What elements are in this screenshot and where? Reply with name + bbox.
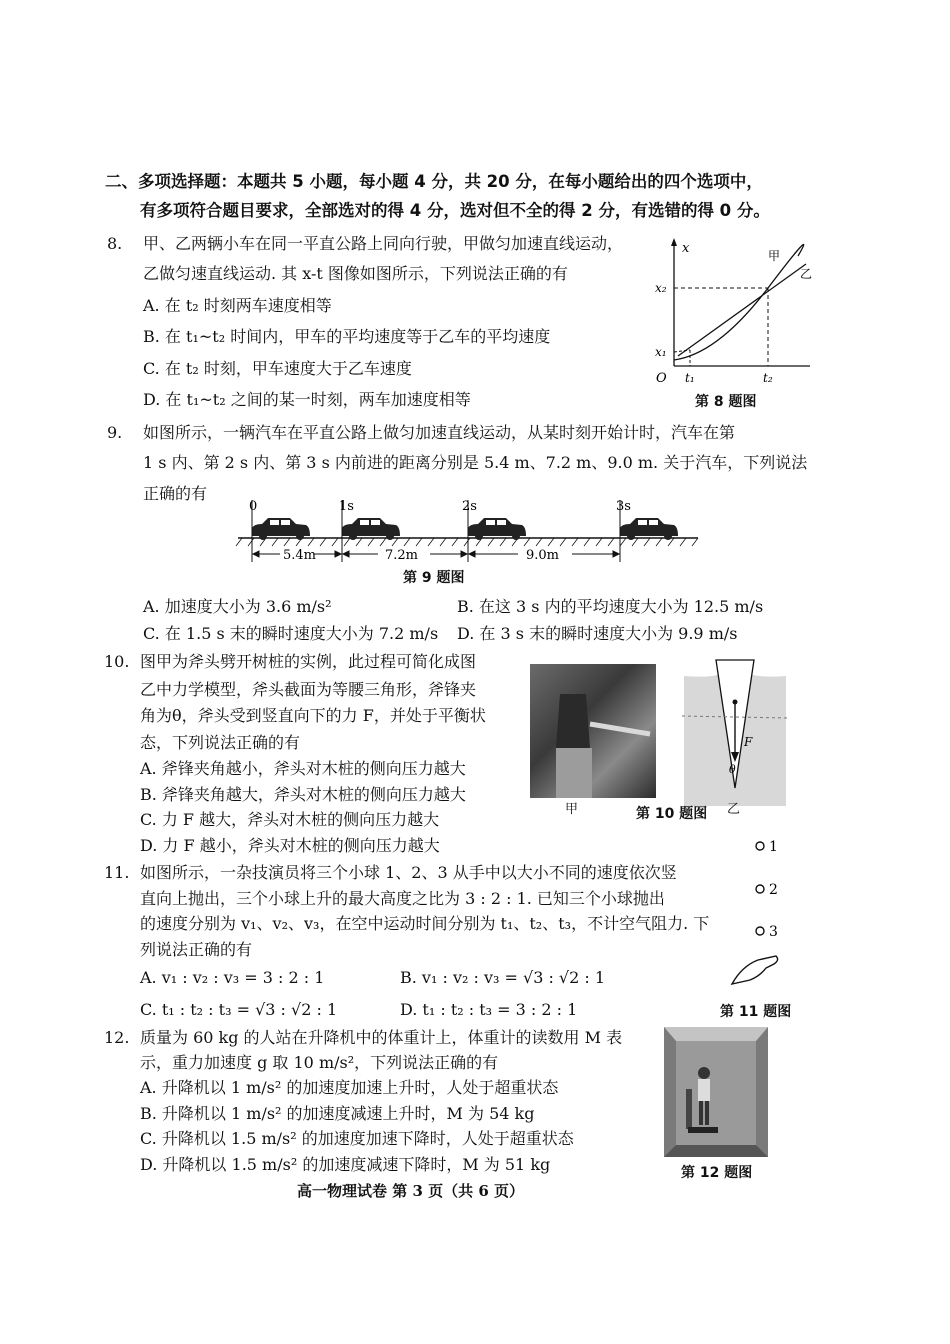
q12-number: 12. <box>104 1028 130 1047</box>
q11-option-c: C. t₁ : t₂ : t₃ = √3 : √2 : 1 <box>140 1000 338 1019</box>
q9-option-d: D. 在 3 s 末的瞬时速度大小为 9.9 m/s <box>457 624 738 643</box>
q11-stem-line4: 列说法正确的有 <box>140 940 253 959</box>
q10-photo-axe-stump <box>530 664 656 798</box>
q9-option-b: B. 在这 3 s 内的平均速度大小为 12.5 m/s <box>457 597 764 616</box>
q11-ball-1 <box>756 842 764 850</box>
q11-ball-label-3: 3 <box>769 924 778 940</box>
q8-number: 8. <box>107 234 123 253</box>
q9-car-1 <box>342 518 400 540</box>
q9-car-3 <box>620 518 678 540</box>
q9-time-3: 3s <box>616 499 631 514</box>
q9-car-0 <box>252 518 310 540</box>
q11-ball-label-1: 1 <box>769 839 778 855</box>
q12-elevator-photo <box>664 1027 768 1157</box>
q12-stem-line1: 质量为 60 kg 的人站在升降机中的体重计上，体重计的读数用 M 表 <box>140 1028 623 1047</box>
q11-hand-icon <box>732 956 778 984</box>
q11-stem-line3: 的速度分别为 v₁、v₂、v₃，在空中运动时间分别为 t₁、t₂、t₃，不计空气阻力. 下 <box>140 914 710 933</box>
q9-option-a: A. 加速度大小为 3.6 m/s² <box>143 597 332 616</box>
q8-jia-label: 甲 <box>768 249 781 263</box>
q8-x2-label: x₂ <box>655 281 667 295</box>
q11-balls-diagram <box>724 834 794 994</box>
q8-option-b: B. 在 t₁~t₂ 时间内，甲车的平均速度等于乙车的平均速度 <box>143 327 551 346</box>
q9-distance-2: 7.2m <box>385 548 419 563</box>
q8-curve-jia <box>674 244 804 360</box>
q10-number: 10. <box>104 652 130 671</box>
q8-line-yi <box>678 264 806 356</box>
q11-number: 11. <box>104 863 130 882</box>
q12-option-c: C. 升降机以 1.5 m/s² 的加速度加速下降时，人处于超重状态 <box>140 1129 574 1148</box>
q9-stem-line3: 正确的有 <box>143 484 208 503</box>
q9-time-2: 2s <box>462 499 477 514</box>
q10-option-c: C. 力 F 越大，斧头对木桩的侧向压力越大 <box>140 810 440 829</box>
q8-origin-label: O <box>656 371 667 386</box>
q10-option-d: D. 力 F 越小，斧头对木桩的侧向压力越大 <box>140 836 440 855</box>
q11-stem-line2: 直向上抛出，三个小球上升的最大高度之比为 3 : 2 : 1. 已知三个小球抛出 <box>140 889 665 908</box>
q10-axe-model-diagram <box>680 656 790 806</box>
q11-option-b: B. v₁ : v₂ : v₃ = √3 : √2 : 1 <box>400 968 606 987</box>
q12-option-b: B. 升降机以 1 m/s² 的加速度减速上升时，M 为 54 kg <box>140 1104 535 1123</box>
q12-option-a: A. 升降机以 1 m/s² 的加速度加速上升时，人处于超重状态 <box>140 1078 559 1097</box>
q8-caption: 第 8 题图 <box>695 394 757 410</box>
q11-caption: 第 11 题图 <box>720 1004 792 1020</box>
q8-stem-line2: 乙做匀速直线运动. 其 x-t 图像如图所示，下列说法正确的有 <box>143 264 568 283</box>
q9-distance-3: 9.0m <box>526 548 560 563</box>
q9-caption: 第 9 题图 <box>403 570 465 586</box>
q9-car-diagram <box>232 494 702 570</box>
q8-stem-line1: 甲、乙两辆小车在同一平直公路上同向行驶，甲做匀加速直线运动， <box>143 234 624 253</box>
q8-option-d: D. 在 t₁~t₂ 之间的某一时刻，两车加速度相等 <box>143 390 471 409</box>
q9-stem-line1: 如图所示，一辆汽车在平直公路上做匀加速直线运动，从某时刻开始计时，汽车在第 <box>143 423 736 442</box>
q8-axis-x-label: x <box>682 241 690 256</box>
q9-time-0: 0 <box>249 499 258 514</box>
q9-car-2 <box>468 518 526 540</box>
q10-label-yi: 乙 <box>727 802 741 817</box>
q12-stem-line2: 示，重力加速度 g 取 10 m/s²，下列说法正确的有 <box>140 1053 499 1072</box>
q10-label-jia: 甲 <box>565 802 579 817</box>
q11-option-a: A. v₁ : v₂ : v₃ = 3 : 2 : 1 <box>140 968 325 987</box>
q10-option-a: A. 斧锋夹角越小，斧头对木桩的侧向压力越大 <box>140 759 466 778</box>
q8-yi-label: 乙 <box>800 267 813 281</box>
q12-caption: 第 12 题图 <box>681 1165 753 1181</box>
q10-caption: 第 10 题图 <box>636 806 708 822</box>
q8-t1-label: t₁ <box>685 371 695 385</box>
q11-ball-2 <box>756 885 764 893</box>
q11-ball-label-2: 2 <box>769 882 778 898</box>
q12-option-d: D. 升降机以 1.5 m/s² 的加速度减速下降时，M 为 51 kg <box>140 1155 551 1174</box>
q9-option-c: C. 在 1.5 s 末的瞬时速度大小为 7.2 m/s <box>143 624 439 643</box>
q10-angle-label: θ <box>729 763 736 776</box>
q8-t2-label: t₂ <box>763 371 773 385</box>
q10-force-label: F <box>744 735 753 749</box>
q9-number: 9. <box>107 423 123 442</box>
q10-stem-line4: 态，下列说法正确的有 <box>140 733 301 752</box>
q10-stem-line3: 角为θ，斧头受到竖直向下的力 F，并处于平衡状 <box>140 706 486 725</box>
section-header-line2: 有多项符合题目要求，全部选对的得 4 分，选对但不全的得 2 分，有选错的得 0 分。 <box>140 201 770 220</box>
q9-time-1: 1s <box>339 499 354 514</box>
q8-option-c: C. 在 t₂ 时刻，甲车速度大于乙车速度 <box>143 359 412 378</box>
q10-option-b: B. 斧锋夹角越大，斧头对木桩的侧向压力越大 <box>140 785 466 804</box>
q9-stem-line2: 1 s 内、第 2 s 内、第 3 s 内前进的距离分别是 5.4 m、7.2 m、9.0 m. 关于汽车，下列说法 <box>143 453 808 472</box>
q10-stem-line2: 乙中力学模型，斧头截面为等腰三角形，斧锋夹 <box>140 680 477 699</box>
q9-distance-1: 5.4m <box>283 548 317 563</box>
section-header-line1: 二、多项选择题：本题共 5 小题，每小题 4 分，共 20 分，在每小题给出的四个选项中， <box>105 172 763 191</box>
q8-x1-label: x₁ <box>655 345 667 359</box>
q11-option-d: D. t₁ : t₂ : t₃ = 3 : 2 : 1 <box>400 1000 578 1019</box>
q8-option-a: A. 在 t₂ 时刻两车速度相等 <box>143 296 332 315</box>
q11-ball-3 <box>756 927 764 935</box>
q8-xt-graph <box>648 236 818 386</box>
q10-stem-line1: 图甲为斧头劈开树桩的实例，此过程可简化成图 <box>140 652 477 671</box>
q11-stem-line1: 如图所示，一杂技演员将三个小球 1、2、3 从手中以大小不同的速度依次竖 <box>140 863 677 882</box>
page-footer: 高一物理试卷 第 3 页（共 6 页） <box>297 1182 524 1200</box>
